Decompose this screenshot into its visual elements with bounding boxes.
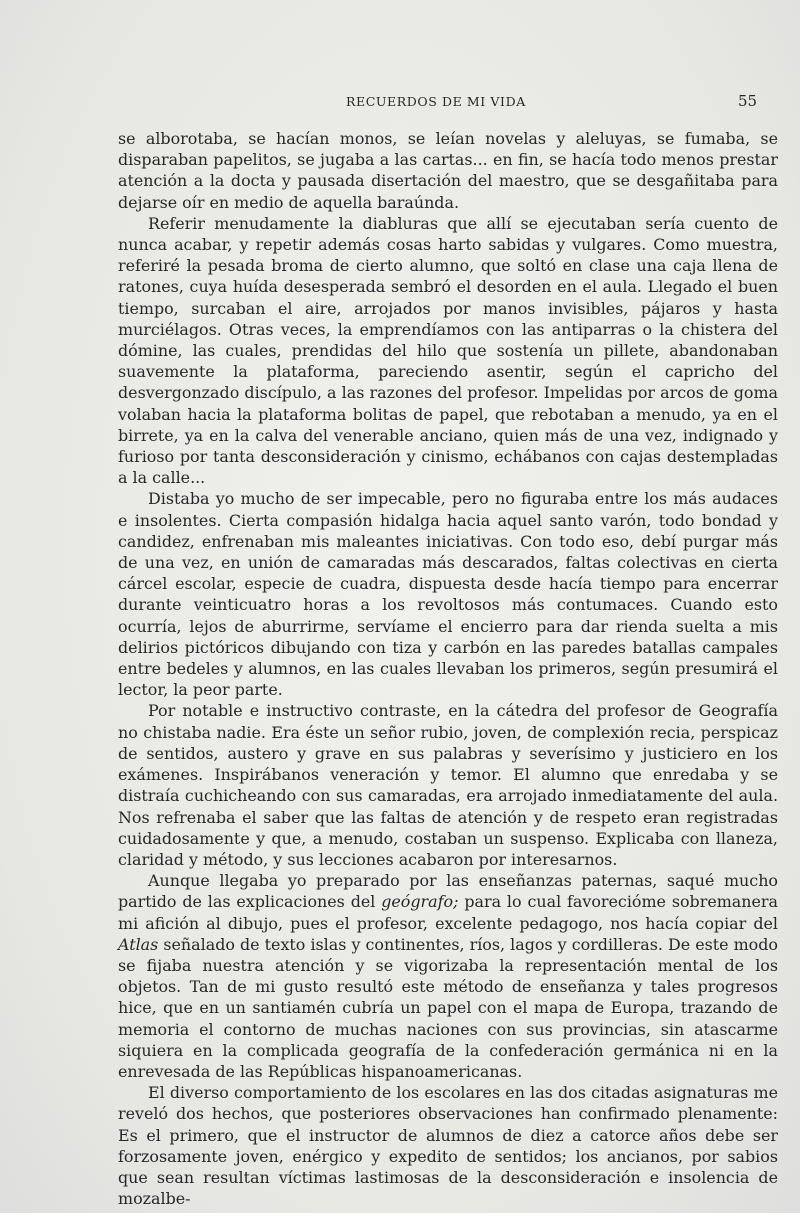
paragraph: [118, 870, 778, 1082]
paragraph: Por notable e instructivo contraste, en la cátedra del profesor de Geografía no chistaba nadie. Era éste un señor rubio, joven, de complexión recia, perspicaz de sentidos, austero y grave en sus palabras y severísimo y justiciero en los exámenes. Inspirábanos veneración y temor. El alumno que enredaba y se distraía cuchicheando con sus camaradas, era arrojado inmediatamente del aula. Nos refrenaba el saber que las faltas de atención y de respeto eran registradas cuidadosamente y que, a menudo, costaban un suspenso. Explicaba con llaneza, claridad y método, y sus lecciones acabaron por interesarnos.: [118, 701, 778, 869]
paragraph: Distaba yo mucho de ser impecable, pero no figuraba entre los más audaces e insolentes. Cierta compasión hidalga hacia aquel santo varón, todo bondad y candidez, enfrenaban mis maleantes iniciativas. Con todo eso, debí purgar más de una vez, en unión de camaradas más descarados, faltas colectivas en cierta cárcel escolar, especie de cuadra, dispuesta desde hacía tiempo para encerrar durante veinticuatro horas a los revoltosos más contumaces. Cuando esto ocurría, lejos de aburrirme, servíame el encierro para dar rienda suelta a mis delirios pictóricos dibujando con tiza y carbón en las paredes batallas campales entre bedeles y alumnos, en las cuales llevaban los primeros, según presumirá el lector, la peor parte.: [118, 489, 778, 700]
body-text: [118, 128, 778, 1209]
paragraph: Referir menudamente la diabluras que allí se ejecutaban sería cuento de nunca acabar, y repetir además cosas harto sabidas y vulgares. Como muestra, referiré la pesada broma de cierto alumno, que soltó en clase una caja llena de ratones, cuya huída desesperada sembró el desorden en el aula. Llegado el buen tiempo, surcaban el aire, arrojados por manos invisibles, pájaros y hasta murciélagos. Otras veces, la emprendíamos con las antiparras o la chistera del dómine, las cuales, prendidas del hilo que sostenía un pillete, abandonaban suavemente la plataforma, pareciendo asentir, según el capricho del desvergonzado discípulo, a las razones del profesor. Impelidas por arcos de goma volaban hacia la plataforma bolitas de papel, que rebotaban a menudo, ya en el birrete, ya en la calva del venerable anciano, quien más de una vez, indignado y furioso por tanta desconsideración y cinismo, echábanos con cajas destempladas a la calle...: [118, 213, 778, 488]
paragraph-text: señalado de texto islas y continentes, ríos, lagos y cordilleras. De este modo se fijaba nuestra atención y se vigorizaba la representación mental de los objetos. Tan de mi gusto resultó este método de enseñanza y tales progresos hice, que en un santiamén cubría un papel con el mapa de Europa, trazando de memoria el contorno de muchas naciones con sus provincias, sin atascarme siquiera en la complicada geografía de la confederación germánica ni en la enrevesada de las Repúblicas hispanoamericanas.: [118, 934, 778, 1081]
running-title: RECUERDOS DE MI VIDA: [346, 94, 526, 109]
italic-term: geógrafo;: [381, 892, 459, 912]
paragraph-text: para lo cual favorecióme sobremanera mi afición al dibujo, pues el profesor, excelente pedagogo, nos hacía copiar del: [118, 892, 778, 933]
paragraph-text: Aunque llegaba yo preparado por las enseñanzas paternas, saqué mucho partido de las explicaciones del: [118, 871, 778, 912]
page-header: [0, 92, 800, 116]
paragraph: se alborotaba, se hacían monos, se leían novelas y aleluyas, se fumaba, se disparaban papelitos, se jugaba a las cartas... en fin, se hacía todo menos prestar atención a la docta y pausada disertación del maestro, que se desgañitaba para dejarse oír en medio de aquella baraúnda.: [118, 129, 778, 212]
paragraph: El diverso comportamiento de los escolares en las dos citadas asignaturas me reveló dos hechos, que posteriores observaciones han confirmado plenamente: Es el primero, que el instructor de alumnos de diez a catorce años debe ser forzosamente joven, enérgico y expedito de sentidos; los ancianos, por sabios que sean resultan víctimas lastimosas de la desconsideración e insolencia de mozalbe-: [118, 1083, 778, 1209]
page-number: 55: [738, 92, 758, 110]
italic-term: Atlas: [118, 934, 159, 954]
